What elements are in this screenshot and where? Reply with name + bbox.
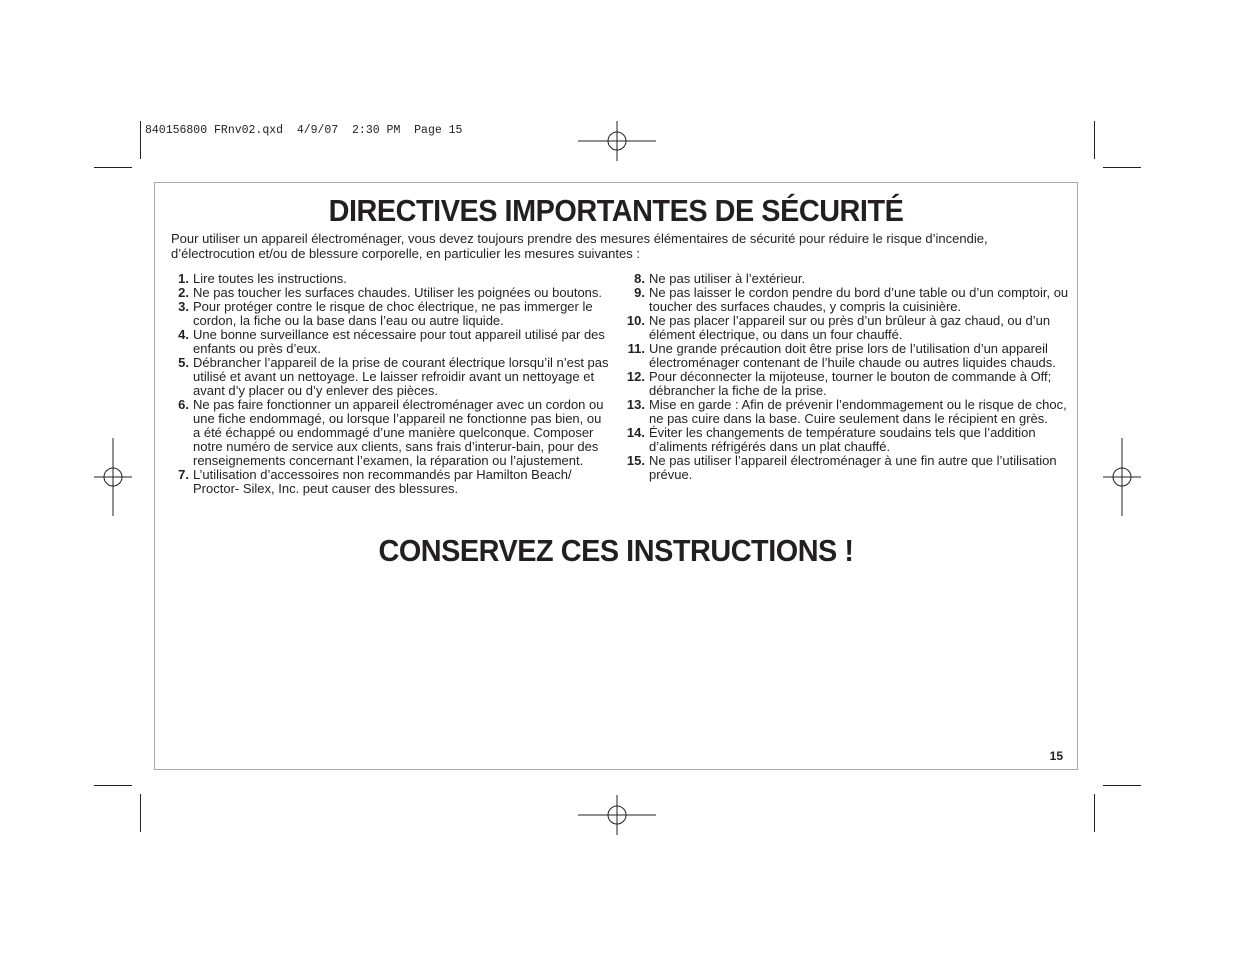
closing-heading: CONSERVEZ CES INSTRUCTIONS ! — [378, 533, 854, 568]
item-number: 2. — [178, 285, 189, 300]
instructions-right-column — [619, 272, 1071, 482]
item-number: 9. — [634, 285, 645, 300]
list-item — [171, 328, 611, 356]
item-text: Débrancher l’appareil de la prise de courant électrique lorsqu’il n’est pas utilisé et avant un nettoyage. Le laisser refroidir avant un nettoyage et avant d’y placer ou d’y enlever des pièces. — [193, 355, 609, 398]
item-number: 6. — [178, 397, 189, 412]
safety-panel — [154, 182, 1078, 770]
instructions-left-column — [171, 272, 611, 496]
item-number: 13. — [626, 397, 645, 412]
list-item — [171, 398, 611, 468]
list-item — [619, 342, 1071, 370]
item-text: Ne pas faire fonctionner un appareil électroménager avec un cordon ou une fiche endommagé, ou lorsque l’appareil ne fonctionne pas bien, ou a été échappé ou endommagé d’une manière quelconque. Composer notre numéro de service aux clients, sans frais d’interur-bain, pour des renseignements concernant l’examen, la réparation ou l’ajustement. — [193, 397, 604, 468]
item-text: Ne pas utiliser l’appareil électroménager à une fin autre que l’utilisation prévue. — [649, 453, 1057, 482]
crop-mark-bottom-left-h — [94, 785, 132, 786]
list-item — [619, 426, 1071, 454]
list-item — [171, 272, 611, 286]
item-number: 7. — [178, 467, 189, 482]
item-number: 12. — [626, 369, 645, 384]
item-text: L’utilisation d’accessoires non recommandés par Hamilton Beach/ Proctor- Silex, Inc. peut causer des blessures. — [193, 467, 572, 496]
page-title: DIRECTIVES IMPORTANTES DE SÉCURITÉ — [328, 193, 904, 228]
list-item — [619, 272, 1071, 286]
list-item — [171, 300, 611, 328]
item-number: 14. — [626, 425, 645, 440]
item-text: Mise en garde : Afin de prévenir l’endommagement ou le risque de choc, ne pas cuire dans la base. Cuire seulement dans le récipient en grès. — [649, 397, 1067, 426]
list-item — [619, 314, 1071, 342]
list-item — [171, 356, 611, 398]
item-text: Ne pas utiliser à l’extérieur. — [649, 271, 806, 286]
item-text: Une bonne surveillance est nécessaire pour tout appareil utilisé par des enfants ou près d’eux. — [193, 327, 605, 356]
list-item — [619, 454, 1071, 482]
crop-mark-top-right-h — [1103, 167, 1141, 168]
list-item — [171, 286, 611, 300]
printer-slug: 840156800 FRnv02.qxd 4/9/07 2:30 PM Page 15 — [145, 124, 463, 137]
item-text: Une grande précaution doit être prise lors de l’utilisation d’un appareil électroménager contenant de l’huile chaude ou autres liquides chauds. — [649, 341, 1056, 370]
crop-mark-bottom-right-h — [1103, 785, 1141, 786]
crop-mark-bottom-right-v — [1094, 794, 1095, 832]
crop-mark-top-left-v — [140, 121, 141, 159]
item-number: 10. — [626, 313, 645, 328]
registration-mark-left — [94, 438, 132, 516]
list-item — [171, 468, 611, 496]
item-number: 3. — [178, 299, 189, 314]
crop-mark-bottom-left-v — [140, 794, 141, 832]
registration-mark-top — [578, 121, 656, 161]
item-text: Ne pas laisser le cordon pendre du bord d’une table ou d’un comptoir, ou toucher des surfaces chaudes, y compris la cuisinière. — [649, 285, 1069, 314]
item-number: 15. — [626, 453, 645, 468]
item-number: 1. — [178, 271, 189, 286]
item-text: Ne pas toucher les surfaces chaudes. Utiliser les poignées ou boutons. — [193, 285, 603, 300]
item-text: Lire toutes les instructions. — [193, 271, 347, 286]
item-number: 8. — [634, 271, 645, 286]
crop-mark-top-right-v — [1094, 121, 1095, 159]
item-text: Ne pas placer l’appareil sur ou près d’un brûleur à gaz chaud, ou d’un élément électrique, ou dans un four chauffé. — [649, 313, 1051, 342]
list-item — [619, 398, 1071, 426]
item-text: Éviter les changements de température soudains tels que l’addition d’aliments réfrigérés dans un plat chauffé. — [649, 425, 1036, 454]
item-number: 11. — [627, 341, 645, 356]
item-number: 4. — [178, 327, 189, 342]
intro-paragraph: Pour utiliser un appareil électroménager, vous devez toujours prendre des mesures élémentaires de sécurité pour réduire le risque d’incendie, d’électrocution et/ou de blessure corporelle, en particulier les mesures suivantes : — [171, 231, 988, 261]
registration-mark-right — [1103, 438, 1141, 516]
crop-mark-top-left-h — [94, 167, 132, 168]
registration-mark-bottom — [578, 795, 656, 835]
list-item — [619, 370, 1071, 398]
list-item — [619, 286, 1071, 314]
item-text: Pour déconnecter la mijoteuse, tourner le bouton de commande à Off; débrancher la fiche de la prise. — [649, 369, 1052, 398]
item-text: Pour protéger contre le risque de choc électrique, ne pas immerger le cordon, la fiche ou la base dans l’eau ou autre liquide. — [193, 299, 593, 328]
page-number: 15 — [1049, 749, 1063, 763]
item-number: 5. — [178, 355, 189, 370]
